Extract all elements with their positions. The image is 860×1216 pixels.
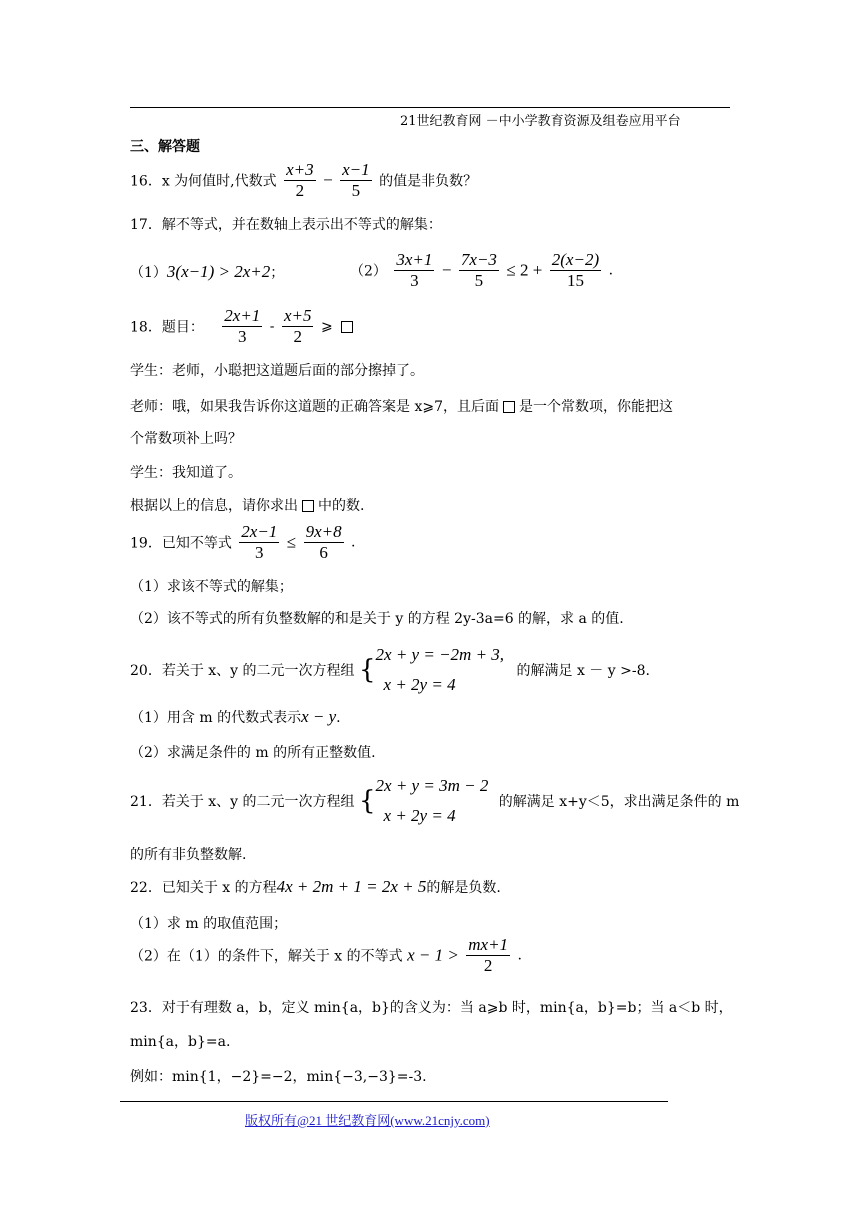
header-rule — [130, 107, 730, 108]
q17-p2-frac1: $\frac{3x+1}{3}$ — [396, 250, 433, 290]
q16-text: 16．x 为何值时,代数式 — [130, 173, 277, 190]
q18-line2 — [130, 396, 673, 416]
q18-line3: 个常数项补上吗？ — [130, 431, 242, 447]
q17-part1 — [130, 262, 284, 282]
question-21 — [130, 771, 739, 831]
q18-line2b: 是一个常数项，你能把这 — [518, 399, 673, 415]
q21-post: 的解满足 x+y＜5，求出满足条件的 m — [498, 794, 740, 810]
q18-line5 — [130, 495, 364, 515]
q22-frac: $\frac{mx+1}{2}$ — [468, 935, 509, 975]
q16-frac2: $\frac{x-1}{5}$ — [342, 160, 370, 200]
blank-box — [341, 321, 353, 333]
q21-eq2: x + 2y = 4 — [383, 806, 456, 825]
q17-p1-label: （1） — [130, 265, 167, 281]
q17-part2 — [350, 250, 613, 291]
q17-p2-frac3: $\frac{2(x-2)}{15}$ — [551, 250, 600, 290]
question-20 — [130, 640, 650, 700]
q17-p2-minus: − — [441, 260, 452, 280]
header-site: 21世纪教育网 －中小学教育资源及组卷应用平台 — [400, 114, 681, 129]
q18-line5a: 根据以上的信息，请你求出 — [130, 498, 298, 514]
q17-p2-le: ≤ 2 + — [506, 260, 543, 280]
q21-cont: 的所有非负整数解. — [130, 847, 247, 863]
section-title: 三、解答题 — [130, 139, 200, 155]
q22-sub2a: （2）在（1）的条件下，解关于 x 的不等式 — [130, 948, 403, 965]
footer-copyright[interactable]: 版权所有@21 世纪教育网(www.21cnjy.com) — [245, 1113, 490, 1128]
q20-pre: 20．若关于 x、y 的二元一次方程组 — [130, 663, 355, 679]
question-17: 17．解不等式，并在数轴上表示出不等式的解集： — [130, 217, 442, 233]
question-23-line1: 23．对于有理数 a，b，定义 min{a，b}的含义为：当 a⩾b 时，min{a，b}=b；当 a＜b 时， — [130, 1000, 733, 1016]
q21-pre: 21．若关于 x、y 的二元一次方程组 — [130, 794, 355, 810]
q19-pre: 19．已知不等式 — [130, 535, 232, 552]
q20-sub1 — [130, 707, 341, 727]
q19-sub1: （1）求该不等式的解集； — [130, 579, 293, 595]
q17-p1-expr: 3(x−1) > 2x+2 — [166, 262, 271, 281]
q18-ge: ⩾ — [320, 318, 333, 335]
q17-p2-frac2: $\frac{7x-3}{5}$ — [460, 250, 497, 290]
q22-pre: 22．已知关于 x 的方程 — [130, 880, 277, 896]
question-16 — [130, 160, 477, 201]
q20-sub1c: . — [336, 710, 341, 726]
q22-sub2b: x − 1 > — [407, 945, 459, 965]
footer-rule — [120, 1101, 668, 1102]
q19-end: . — [351, 534, 356, 551]
q20-post: 的解满足 x － y >-8. — [516, 663, 650, 679]
q21-eq1: 2x + y = 3m − 2 — [375, 776, 489, 795]
q20-sub2: （2）求满足条件的 m 的所有正整数值. — [130, 745, 376, 761]
question-23-line2: min{a，b}=a. — [130, 1034, 231, 1050]
q17-p1-end: ； — [270, 265, 285, 281]
q19-sub2: （2）该不等式的所有负整数解的和是关于 y 的方程 2y-3a=6 的解，求 a 的值. — [130, 611, 624, 627]
q16-minus: − — [323, 170, 333, 190]
q19-frac2: $\frac{9x+8}{6}$ — [305, 522, 342, 562]
q20-eq1: 2x + y = −2m + 3, — [375, 645, 505, 664]
q22-sub2 — [130, 935, 522, 976]
question-23-example: 例如：min{1，−2}=−2，min{−3,−3}=-3. — [130, 1069, 427, 1085]
q22-eq: 4x + 2m + 1 = 2x + 5 — [276, 877, 427, 896]
q18-line4: 学生：我知道了。 — [130, 465, 242, 481]
question-22 — [130, 877, 501, 897]
q18-frac1: $\frac{2x+1}{3}$ — [224, 306, 261, 346]
blank-box — [503, 401, 515, 413]
question-19 — [130, 522, 356, 563]
question-18 — [130, 306, 357, 347]
q20-sub1b: x − y — [301, 707, 337, 726]
q19-le: ≤ — [286, 532, 297, 552]
q16-post: 的值是非负数？ — [379, 173, 478, 190]
q18-line1: 学生：老师，小聪把这道题后面的部分擦掉了。 — [130, 363, 424, 379]
q19-frac1: $\frac{2x-1}{3}$ — [241, 522, 278, 562]
q16-frac1: $\frac{x+3}{2}$ — [286, 160, 314, 200]
q18-pre: 18．题目： — [130, 319, 204, 336]
q17-p2-label: （2） — [350, 263, 387, 280]
q18-line2a: 老师：哦，如果我告诉你这道题的正确答案是 x⩾7，且后面 — [130, 399, 499, 415]
q18-dash: - — [269, 318, 275, 335]
blank-box — [302, 500, 314, 512]
q21-system: { 2x + y = 3m − 2 x + 2y = 4 — [359, 771, 488, 831]
q22-post: 的解是负数. — [426, 880, 501, 896]
q20-eq2: x + 2y = 4 — [383, 675, 456, 694]
q20-system: { 2x + y = −2m + 3, x + 2y = 4 — [359, 640, 504, 700]
q22-sub1: （1）求 m 的取值范围； — [130, 916, 288, 932]
q18-frac2: $\frac{x+5}{2}$ — [283, 306, 312, 346]
q18-line5b: 中的数. — [318, 498, 365, 514]
q22-sub2c: . — [517, 947, 522, 964]
q20-sub1a: （1）用含 m 的代数式表示 — [130, 710, 302, 726]
q17-p2-end: . — [608, 262, 614, 279]
